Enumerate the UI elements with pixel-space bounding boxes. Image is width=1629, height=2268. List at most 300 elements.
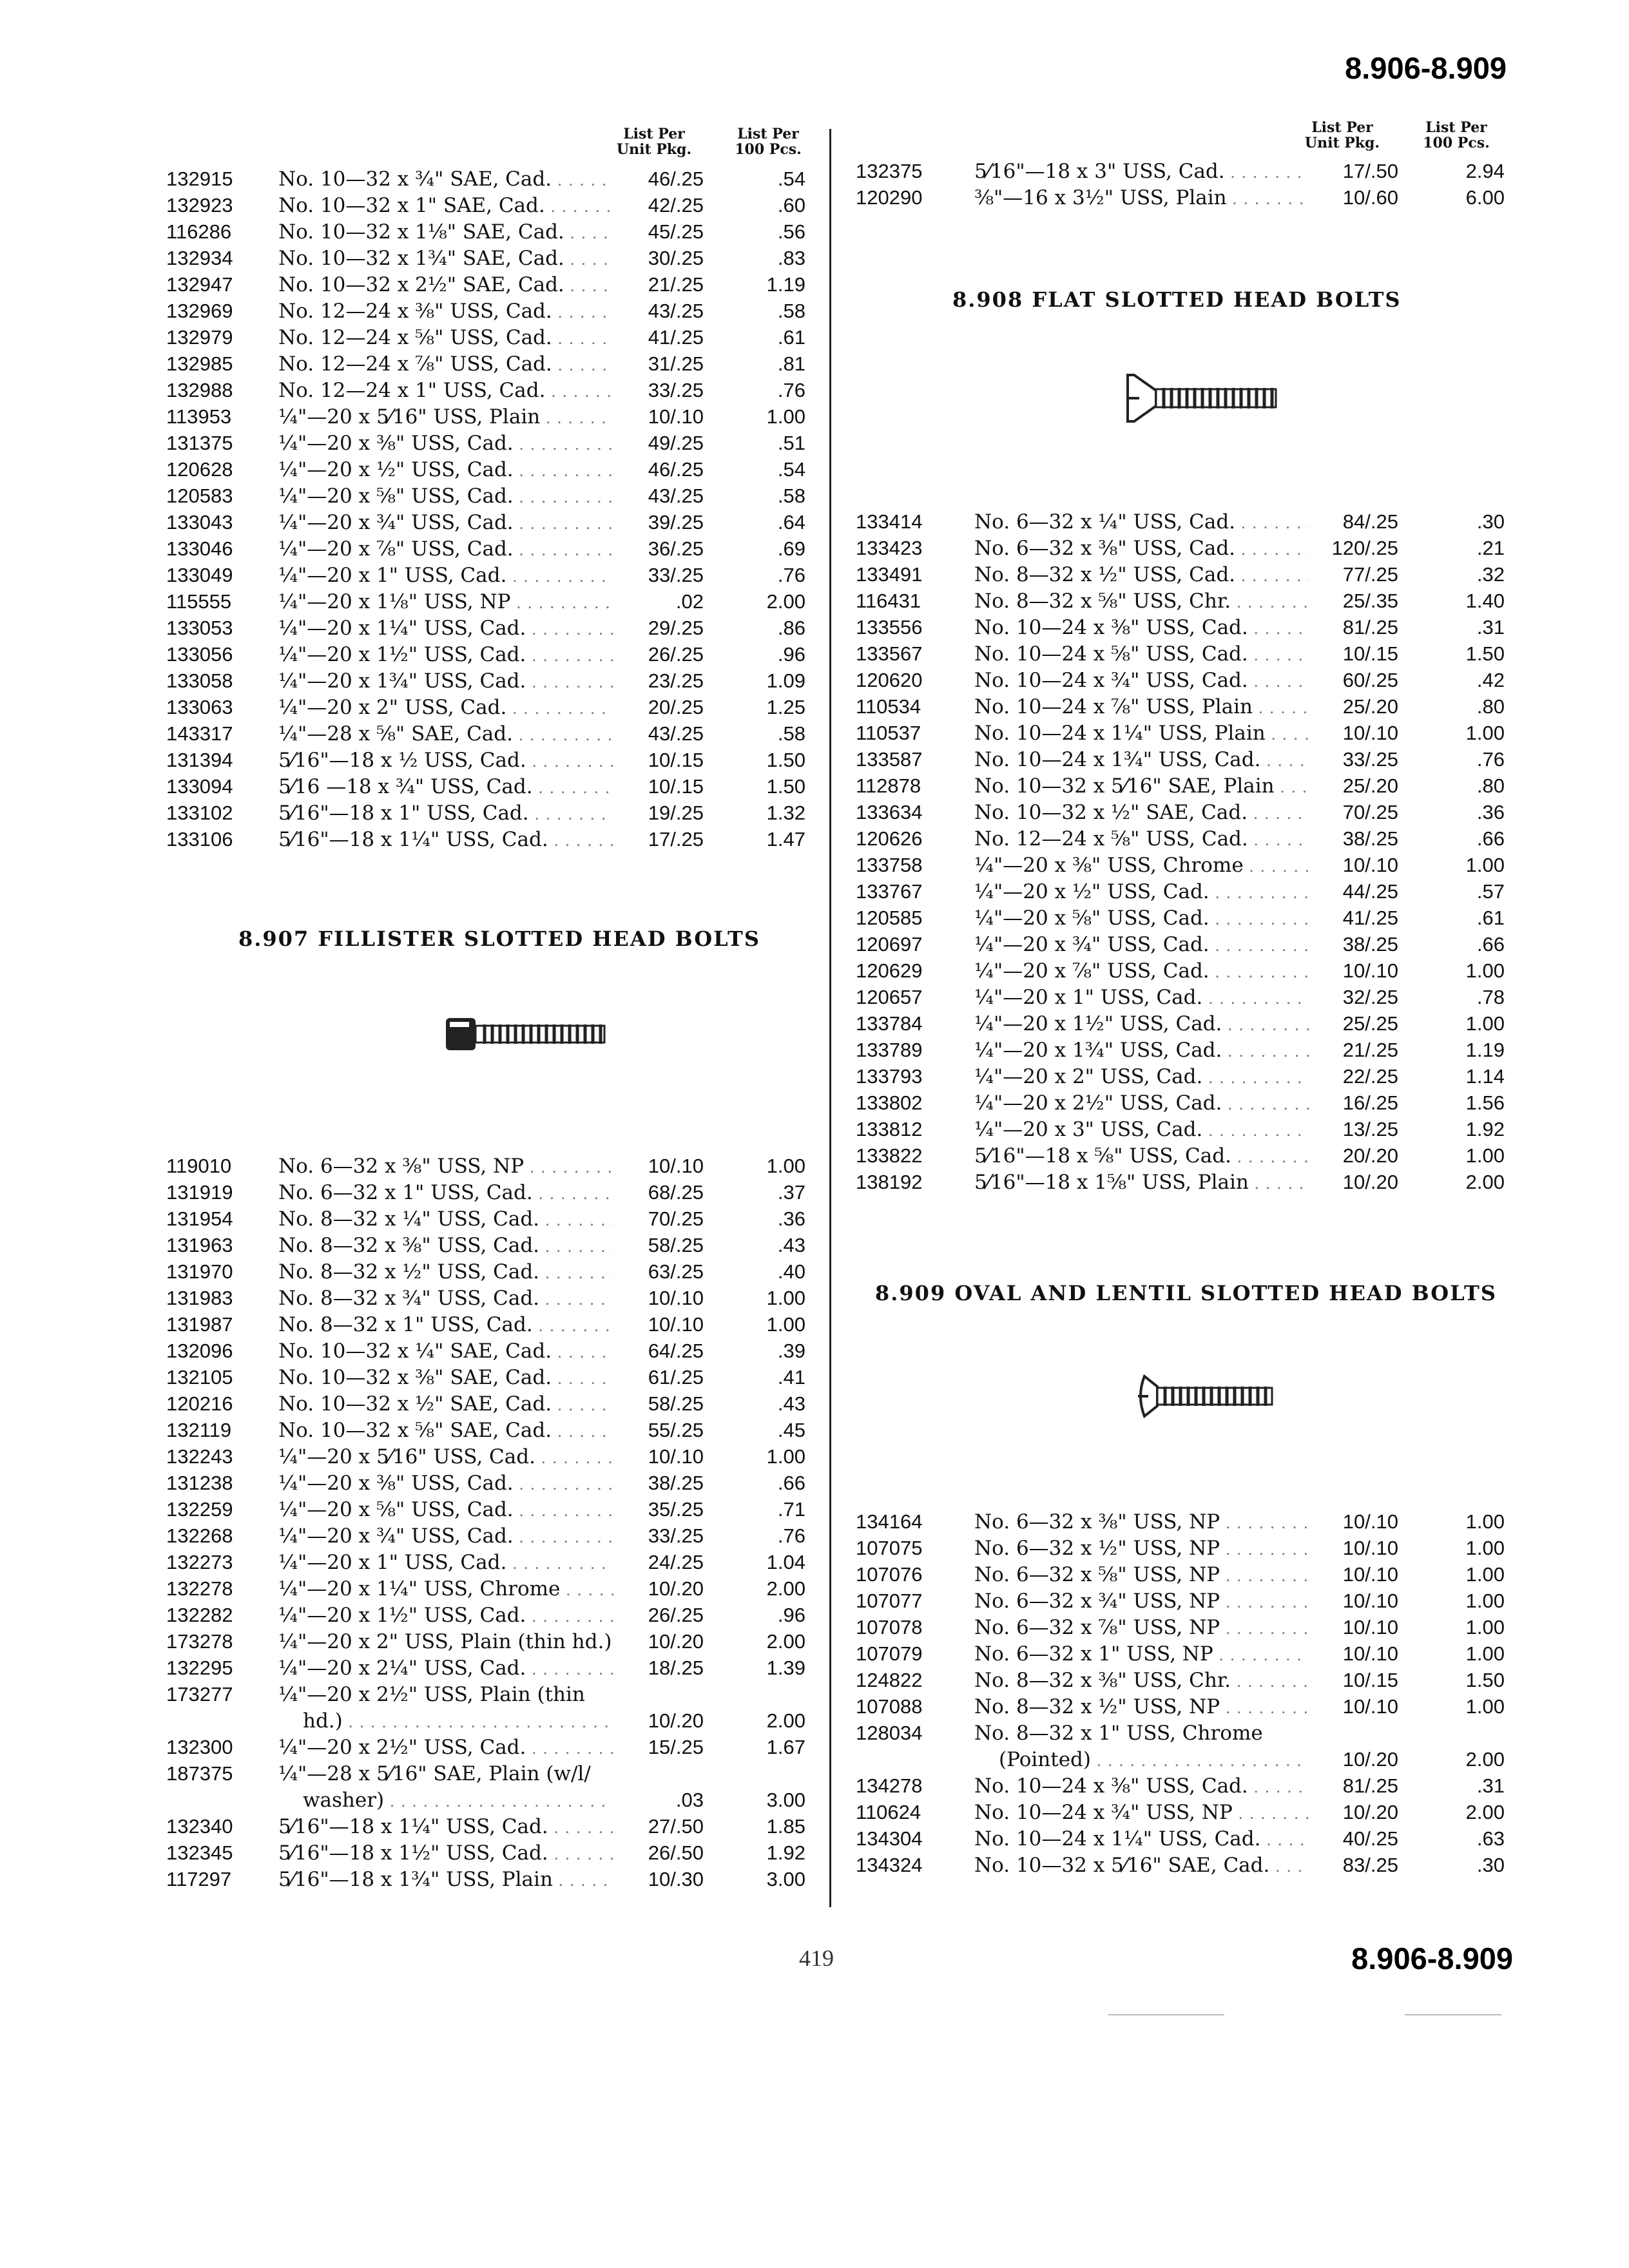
description: No. 6—32 x ⅞" USS, NP . . . [974, 1615, 1309, 1642]
list-per-unit-pkg: 10/.10 [1342, 722, 1398, 744]
table-row [0, 185, 1629, 211]
list-per-unit-pkg: 40/.25 [1342, 1827, 1398, 1850]
table-row [0, 615, 1629, 640]
part-number: 131963 [166, 1234, 233, 1256]
list-per-unit-pkg: 49/.25 [648, 432, 704, 454]
part-number: 131954 [166, 1207, 233, 1230]
description: No. 8—32 x 1" USS, Cad. . . . [278, 1312, 613, 1339]
description: ¼"—20 x ⅝" USS, Cad. . . . [974, 905, 1309, 932]
description: 5⁄16"—18 x 1⅝" USS, Plain . . . [974, 1169, 1309, 1196]
scan-artifact-line [1108, 2014, 1224, 2015]
description: No. 6—32 x ⅝" USS, NP . . . [974, 1562, 1309, 1589]
table-row [0, 720, 1629, 746]
description: ¼"—20 x ⅜" USS, Cad. . . . [278, 1470, 613, 1497]
list-per-100-pcs: .61 [777, 326, 805, 349]
list-per-100-pcs: 2.94 [1465, 160, 1505, 182]
list-per-unit-pkg: 43/.25 [648, 485, 704, 507]
part-number: 119010 [166, 1155, 232, 1177]
table-row [0, 1641, 1629, 1667]
scan-artifact-line [1405, 2014, 1501, 2015]
table-row [0, 1470, 1629, 1496]
list-per-100-pcs: 3.00 [766, 1868, 805, 1890]
list-per-unit-pkg: 10/.10 [1342, 1616, 1398, 1639]
part-number: 132278 [166, 1577, 233, 1600]
table-row [0, 535, 1629, 561]
list-per-unit-pkg: 25/.25 [1342, 1012, 1398, 1035]
table-row [0, 985, 1629, 1010]
list-per-unit-pkg: 10/.60 [1342, 186, 1398, 209]
list-per-100-pcs: 2.00 [766, 1577, 805, 1600]
list-per-100-pcs: .78 [1476, 986, 1505, 1008]
description: No. 6—32 x ⅜" USS, NP . . . [974, 1509, 1309, 1536]
description: ¼"—20 x 2" USS, Cad. . . . [278, 695, 613, 722]
section-8909-title: 8.909 OVAL AND LENTIL SLOTTED HEAD BOLTS [875, 1281, 1497, 1305]
description: 5⁄16"—18 x 1¼" USS, Cad. . . . [278, 1814, 613, 1841]
col-header-per100-text: List Per 100 Pcs. [1423, 119, 1490, 151]
list-per-unit-pkg: 41/.25 [1342, 907, 1398, 929]
description: ¼"—20 x 3" USS, Cad. . . . [974, 1117, 1309, 1144]
list-per-100-pcs: .36 [777, 1207, 805, 1230]
part-number: 120290 [856, 186, 923, 209]
list-per-100-pcs: .57 [1476, 880, 1505, 903]
part-number: 133767 [856, 880, 923, 903]
list-per-100-pcs: 1.67 [766, 1736, 805, 1758]
description: No. 6—32 x ⅜" USS, Cad. . . . [974, 535, 1309, 562]
table-row [0, 747, 1629, 773]
part-number: 132979 [166, 326, 233, 349]
list-per-100-pcs: 1.00 [1465, 1590, 1505, 1612]
list-per-unit-pkg: 58/.25 [648, 1234, 704, 1256]
list-per-unit-pkg: 26/.25 [648, 1604, 704, 1626]
part-number: 133063 [166, 696, 233, 718]
description: No. 10—24 x ⅜" USS, Cad. . . . [974, 1773, 1309, 1800]
list-per-100-pcs: 1.00 [1465, 1563, 1505, 1586]
part-number: 134164 [856, 1510, 923, 1533]
part-number: 133802 [856, 1091, 923, 1114]
list-per-unit-pkg: 33/.25 [648, 564, 704, 586]
list-per-100-pcs: 1.00 [1465, 1510, 1505, 1533]
description: No. 10—24 x ¾" USS, Cad. . . . [974, 668, 1309, 695]
list-per-100-pcs: 2.00 [766, 1630, 805, 1653]
part-number: 120216 [166, 1392, 233, 1415]
list-per-100-pcs: .63 [1476, 1827, 1505, 1850]
list-per-unit-pkg: 46/.25 [648, 168, 704, 190]
list-per-100-pcs: 1.14 [1465, 1065, 1505, 1088]
description: No. 10—32 x 1" SAE, Cad. . . . [278, 193, 613, 220]
list-per-unit-pkg: 32/.25 [1342, 986, 1398, 1008]
page-header-code: 8.906-8.909 [1345, 51, 1507, 85]
list-per-100-pcs: .66 [1476, 933, 1505, 956]
list-per-unit-pkg: 10/.10 [648, 1287, 704, 1309]
description: ¼"—20 x ⅞" USS, Cad. . . . [278, 536, 613, 563]
table-row [0, 1773, 1629, 1799]
part-number: 173277 [166, 1683, 233, 1706]
list-per-100-pcs: .58 [777, 485, 805, 507]
part-number: 120626 [856, 827, 923, 850]
fillister-bolt-illustration [445, 1012, 612, 1057]
list-per-unit-pkg: 26/.50 [648, 1841, 704, 1864]
list-per-100-pcs: 1.50 [766, 749, 805, 771]
list-per-100-pcs: 1.56 [1465, 1091, 1505, 1114]
list-per-100-pcs: 1.00 [1465, 722, 1505, 744]
list-per-100-pcs: 1.00 [766, 1445, 805, 1468]
part-number: 133587 [856, 748, 923, 771]
part-number: 133423 [856, 537, 923, 559]
description: No. 10—32 x 1⅛" SAE, Cad. . . . [278, 219, 613, 246]
description: No. 8—32 x ½" USS, Cad. . . . [278, 1259, 613, 1286]
list-per-100-pcs: .32 [1476, 563, 1505, 586]
description: ¼"—20 x 1⅛" USS, NP . . . [278, 589, 613, 616]
list-per-100-pcs: 1.00 [1465, 959, 1505, 982]
table-row [0, 1615, 1629, 1640]
list-per-unit-pkg: 77/.25 [1342, 563, 1398, 586]
part-number: 107077 [856, 1590, 923, 1612]
description: No. 12—24 x ⅝" USS, Cad. . . . [278, 325, 613, 352]
part-number: 131375 [166, 432, 233, 454]
list-per-unit-pkg: .02 [675, 590, 704, 613]
part-number: 132915 [166, 168, 233, 190]
list-per-unit-pkg: 21/.25 [1342, 1039, 1398, 1061]
table-row [0, 1588, 1629, 1614]
list-per-100-pcs: .41 [777, 1366, 805, 1389]
list-per-unit-pkg: 10/.20 [1342, 1171, 1398, 1193]
list-per-100-pcs: 1.00 [1465, 854, 1505, 876]
part-number: 132934 [166, 247, 233, 269]
part-number: 132273 [166, 1551, 233, 1573]
description: No. 12—24 x 1" USS, Cad. . . . [278, 378, 613, 405]
description: No. 6—32 x ¾" USS, NP . . . [974, 1588, 1309, 1615]
table-row [0, 1090, 1629, 1116]
list-per-100-pcs: 2.00 [1465, 1748, 1505, 1771]
list-per-unit-pkg: 26/.25 [648, 643, 704, 666]
list-per-100-pcs: .21 [1476, 537, 1505, 559]
list-per-unit-pkg: 33/.25 [648, 1524, 704, 1547]
list-per-unit-pkg: 17/.50 [1342, 160, 1398, 182]
list-per-unit-pkg: 10/.15 [648, 749, 704, 771]
description: ¼"—20 x 1" USS, Cad. . . . [278, 1550, 613, 1577]
list-per-100-pcs: .76 [1476, 748, 1505, 771]
part-number: 131919 [166, 1181, 233, 1204]
table-row [0, 1826, 1629, 1852]
part-number: 120583 [166, 485, 233, 507]
table-row [0, 1444, 1629, 1470]
list-per-100-pcs: .31 [1476, 616, 1505, 639]
list-per-100-pcs: 1.00 [1465, 1537, 1505, 1559]
list-per-unit-pkg: 30/.25 [648, 247, 704, 269]
list-per-unit-pkg: 68/.25 [648, 1181, 704, 1204]
description: ¼"—20 x ¾" USS, Cad. . . . [974, 932, 1309, 959]
part-number: 134304 [856, 1827, 923, 1850]
part-number: 131238 [166, 1472, 233, 1494]
list-per-unit-pkg: 10/.15 [1342, 1669, 1398, 1691]
oval-head-bolt-illustration [1135, 1374, 1277, 1419]
description: No. 8—32 x ⅝" USS, Chr. . . . [974, 588, 1309, 615]
list-per-100-pcs: 6.00 [1465, 186, 1505, 209]
description: No. 6—32 x 1" USS, Cad. . . . [278, 1180, 613, 1207]
list-per-100-pcs: .58 [777, 722, 805, 745]
list-per-unit-pkg: 10/.10 [1342, 1563, 1398, 1586]
table-row [0, 1338, 1629, 1364]
list-per-unit-pkg: 10/.10 [1342, 1537, 1398, 1559]
description: ¼"—20 x 1¾" USS, Cad. . . . [974, 1037, 1309, 1064]
description: No. 10—32 x ½" SAE, Cad. . . . [974, 800, 1309, 827]
list-per-100-pcs: 1.39 [766, 1657, 805, 1679]
part-number: 110534 [856, 695, 921, 718]
list-per-100-pcs: .80 [1476, 774, 1505, 797]
list-per-100-pcs: 1.00 [1465, 1642, 1505, 1665]
list-per-unit-pkg: 17/.25 [648, 828, 704, 850]
list-per-unit-pkg: 70/.25 [648, 1207, 704, 1230]
part-number: 133053 [166, 617, 233, 639]
list-per-unit-pkg: 58/.25 [648, 1392, 704, 1415]
list-per-unit-pkg: 36/.25 [648, 537, 704, 560]
table-row [0, 562, 1629, 588]
list-per-100-pcs: 2.00 [1465, 1801, 1505, 1823]
list-per-unit-pkg: 33/.25 [648, 379, 704, 401]
description: No. 10—32 x ⅜" SAE, Cad. . . . [278, 1365, 613, 1392]
table-row [0, 325, 1629, 351]
list-per-unit-pkg: 61/.25 [648, 1366, 704, 1389]
list-per-100-pcs: 1.04 [766, 1551, 805, 1573]
table-row [0, 219, 1629, 245]
part-number: 132300 [166, 1736, 233, 1758]
table-row [0, 351, 1629, 377]
part-number: 173278 [166, 1630, 233, 1653]
list-per-100-pcs: .42 [1476, 669, 1505, 691]
part-number: 120697 [856, 933, 923, 956]
list-per-100-pcs: .66 [1476, 827, 1505, 850]
part-number: 131970 [166, 1260, 233, 1283]
list-per-unit-pkg: 15/.25 [648, 1736, 704, 1758]
list-per-unit-pkg: 46/.25 [648, 458, 704, 481]
list-per-100-pcs: .76 [777, 379, 805, 401]
description: No. 10—32 x 2½" SAE, Cad. . . . [278, 272, 613, 299]
part-number: 120628 [166, 458, 233, 481]
list-per-100-pcs: 3.00 [766, 1789, 805, 1811]
list-per-unit-pkg: 60/.25 [1342, 669, 1398, 691]
list-per-100-pcs: .76 [777, 1524, 805, 1547]
list-per-100-pcs: 1.50 [1465, 642, 1505, 665]
description: No. 8—32 x ½" USS, NP . . . [974, 1694, 1309, 1721]
description: ¼"—20 x 2½" USS, Plain (thin [278, 1683, 585, 1706]
part-number: 133793 [856, 1065, 923, 1088]
list-per-100-pcs: .40 [777, 1260, 805, 1283]
description: hd.) . . . [303, 1708, 613, 1735]
description: 5⁄16"—18 x ⅝" USS, Cad. . . . [974, 1143, 1309, 1170]
description: No. 10—32 x 5⁄16" SAE, Plain . . . [974, 773, 1309, 800]
list-per-100-pcs: .54 [777, 168, 805, 190]
list-per-100-pcs: 1.19 [766, 273, 805, 296]
table-row [0, 1233, 1629, 1258]
col-header-unit-pkg-text: List Per Unit Pkg. [1304, 119, 1380, 151]
list-per-100-pcs: .30 [1476, 1854, 1505, 1876]
table-row [0, 430, 1629, 456]
list-per-100-pcs: .76 [777, 564, 805, 586]
part-number: 131983 [166, 1287, 233, 1309]
description: ¼"—20 x ½" USS, Cad. . . . [974, 879, 1309, 906]
part-number: 113953 [166, 405, 232, 428]
description: ¼"—20 x 2¼" USS, Cad. . . . [278, 1655, 613, 1682]
list-per-100-pcs: 1.00 [1465, 1616, 1505, 1639]
list-per-unit-pkg: 44/.25 [1342, 880, 1398, 903]
list-per-unit-pkg: 43/.25 [648, 722, 704, 745]
section-8907-title: 8.907 FILLISTER SLOTTED HEAD BOLTS [238, 927, 760, 951]
list-per-unit-pkg: 120/.25 [1331, 537, 1398, 559]
description: No. 6—32 x ¼" USS, Cad. . . . [974, 509, 1309, 536]
list-per-100-pcs: .61 [1476, 907, 1505, 929]
part-number: 112878 [856, 774, 921, 797]
description: 5⁄16"—18 x 1½" USS, Cad. . . . [278, 1840, 613, 1867]
table-row [0, 483, 1629, 509]
list-per-100-pcs: .39 [777, 1340, 805, 1362]
description: No. 12—24 x ⅝" USS, Cad. . . . [974, 826, 1309, 853]
description: ¼"—20 x 1½" USS, Cad. . . . [278, 642, 613, 669]
list-per-unit-pkg: 10/.20 [648, 1630, 704, 1653]
list-per-100-pcs: 1.40 [1465, 590, 1505, 612]
part-number: 133049 [166, 564, 233, 586]
table-row [0, 588, 1629, 614]
list-per-100-pcs: .45 [777, 1419, 805, 1441]
list-per-100-pcs: .80 [1476, 695, 1505, 718]
list-per-unit-pkg: 25/.20 [1342, 774, 1398, 797]
table-row [0, 1667, 1629, 1693]
description: No. 6—32 x ⅜" USS, NP . . . [278, 1153, 613, 1180]
col-header-unit-pkg-right [1294, 120, 1391, 151]
list-per-100-pcs: .60 [777, 194, 805, 216]
description: ¼"—20 x 2" USS, Plain (thin hd.) . . . [278, 1629, 613, 1656]
list-per-100-pcs: .81 [777, 352, 805, 375]
list-per-unit-pkg: 24/.25 [648, 1551, 704, 1573]
list-per-100-pcs: 1.92 [1465, 1118, 1505, 1140]
description: No. 10—24 x ⅝" USS, Cad. . . . [974, 641, 1309, 668]
list-per-100-pcs: 1.50 [766, 775, 805, 798]
part-number: 107088 [856, 1695, 923, 1718]
list-per-100-pcs: 1.25 [766, 696, 805, 718]
table-row [0, 773, 1629, 799]
description: 5⁄16"—18 x 1" USS, Cad. . . . [278, 800, 613, 827]
description: ¼"—20 x ⅝" USS, Cad. . . . [278, 1497, 613, 1524]
description: No. 8—32 x ½" USS, Cad. . . . [974, 562, 1309, 589]
list-per-unit-pkg: 20/.20 [1342, 1144, 1398, 1167]
list-per-100-pcs: .43 [777, 1234, 805, 1256]
part-number: 134324 [856, 1854, 923, 1876]
list-per-100-pcs: .31 [1476, 1774, 1505, 1797]
list-per-unit-pkg: 16/.25 [1342, 1091, 1398, 1114]
list-per-unit-pkg: 10/.10 [648, 1445, 704, 1468]
list-per-100-pcs: 1.92 [766, 1841, 805, 1864]
description: No. 10—24 x 1¼" USS, Cad. . . . [974, 1826, 1309, 1853]
list-per-unit-pkg: 39/.25 [648, 511, 704, 533]
part-number: 132105 [166, 1366, 233, 1389]
list-per-100-pcs: .64 [777, 511, 805, 533]
table-row [0, 694, 1629, 720]
description: No. 10—24 x 1¾" USS, Cad. . . . [974, 747, 1309, 774]
list-per-unit-pkg: 13/.25 [1342, 1118, 1398, 1140]
list-per-unit-pkg: 10/.30 [648, 1868, 704, 1890]
list-per-unit-pkg: 22/.25 [1342, 1065, 1398, 1088]
table-row [0, 1418, 1629, 1443]
part-number: 120620 [856, 669, 923, 691]
description: No. 10—32 x ¾" SAE, Cad. . . . [278, 166, 613, 193]
description: ¼"—20 x ½" USS, Cad. . . . [278, 457, 613, 484]
description: No. 8—32 x ⅜" USS, Chr. . . . [974, 1667, 1309, 1695]
description: No. 6—32 x 1" USS, NP . . . [974, 1641, 1309, 1668]
part-number: 133567 [856, 642, 923, 665]
description: ¼"—20 x 1½" USS, Cad. . . . [278, 1602, 613, 1629]
list-per-unit-pkg: 29/.25 [648, 617, 704, 639]
part-number: 133491 [856, 563, 923, 586]
description: ¼"—28 x ⅝" SAE, Cad. . . . [278, 721, 613, 748]
description: No. 8—32 x ¼" USS, Cad. . . . [278, 1206, 613, 1233]
table-row [0, 1800, 1629, 1825]
list-per-unit-pkg: 10/.10 [648, 1313, 704, 1336]
description: 5⁄16"—18 x 1¾" USS, Plain . . . [278, 1867, 613, 1894]
description: ¼"—20 x 1" USS, Cad. . . . [278, 562, 613, 590]
part-number: 110624 [856, 1801, 921, 1823]
description: washer) . . . [303, 1787, 613, 1814]
description: ¼"—20 x ¾" USS, Cad. . . . [278, 1523, 613, 1550]
part-number: 132923 [166, 194, 233, 216]
description: ¼"—20 x ⅞" USS, Cad. . . . [974, 958, 1309, 985]
part-number: 132985 [166, 352, 233, 375]
list-per-unit-pkg: 10/.10 [648, 1155, 704, 1177]
description: ¼"—20 x 2½" USS, Cad. . . . [278, 1735, 613, 1762]
part-number: 132259 [166, 1498, 233, 1521]
description: No. 8—32 x ¾" USS, Cad. . . . [278, 1285, 613, 1312]
list-per-unit-pkg: 63/.25 [648, 1260, 704, 1283]
table-row [0, 641, 1629, 667]
part-number: 132282 [166, 1604, 233, 1626]
list-per-unit-pkg: 20/.25 [648, 696, 704, 718]
part-number: 133056 [166, 643, 233, 666]
part-number: 133634 [856, 801, 923, 823]
list-per-100-pcs: 1.32 [766, 802, 805, 824]
description: No. 10—32 x 1¾" SAE, Cad. . . . [278, 245, 613, 273]
list-per-100-pcs: .36 [1476, 801, 1505, 823]
description: No. 10—32 x ⅝" SAE, Cad. . . . [278, 1418, 613, 1445]
list-per-unit-pkg: 10/.15 [1342, 642, 1398, 665]
part-number: 133058 [166, 669, 233, 692]
list-per-100-pcs: .96 [777, 643, 805, 666]
description: ¼"—20 x ⅜" USS, Chrome . . . [974, 852, 1309, 879]
description: ¼"—20 x 2½" USS, Cad. . . . [974, 1090, 1309, 1117]
part-number: 117297 [166, 1868, 232, 1890]
part-number: 132988 [166, 379, 233, 401]
list-per-unit-pkg: 19/.25 [648, 802, 704, 824]
table-row [0, 852, 1629, 878]
list-per-unit-pkg: 10/.10 [1342, 1590, 1398, 1612]
table-row [0, 457, 1629, 483]
description: No. 10—32 x ½" SAE, Cad. . . . [278, 1391, 613, 1418]
list-per-unit-pkg: 84/.25 [1342, 510, 1398, 533]
part-number: 107078 [856, 1616, 923, 1639]
page-number: 419 [799, 1945, 834, 1971]
table-row [0, 509, 1629, 535]
table-row [0, 1037, 1629, 1063]
table-row [0, 668, 1629, 693]
list-per-unit-pkg: 10/.10 [1342, 1510, 1398, 1533]
list-per-unit-pkg: 81/.25 [1342, 616, 1398, 639]
description: No. 10—24 x ⅞" USS, Plain . . . [974, 694, 1309, 721]
list-per-100-pcs: .66 [777, 1472, 805, 1494]
description: No. 10—24 x ¾" USS, NP . . . [974, 1800, 1309, 1827]
part-number: 134278 [856, 1774, 923, 1797]
table-row [0, 1169, 1629, 1195]
list-per-100-pcs: .54 [777, 458, 805, 481]
table-row [0, 1562, 1629, 1588]
part-number: 133106 [166, 828, 233, 850]
part-number: 132119 [166, 1419, 232, 1441]
